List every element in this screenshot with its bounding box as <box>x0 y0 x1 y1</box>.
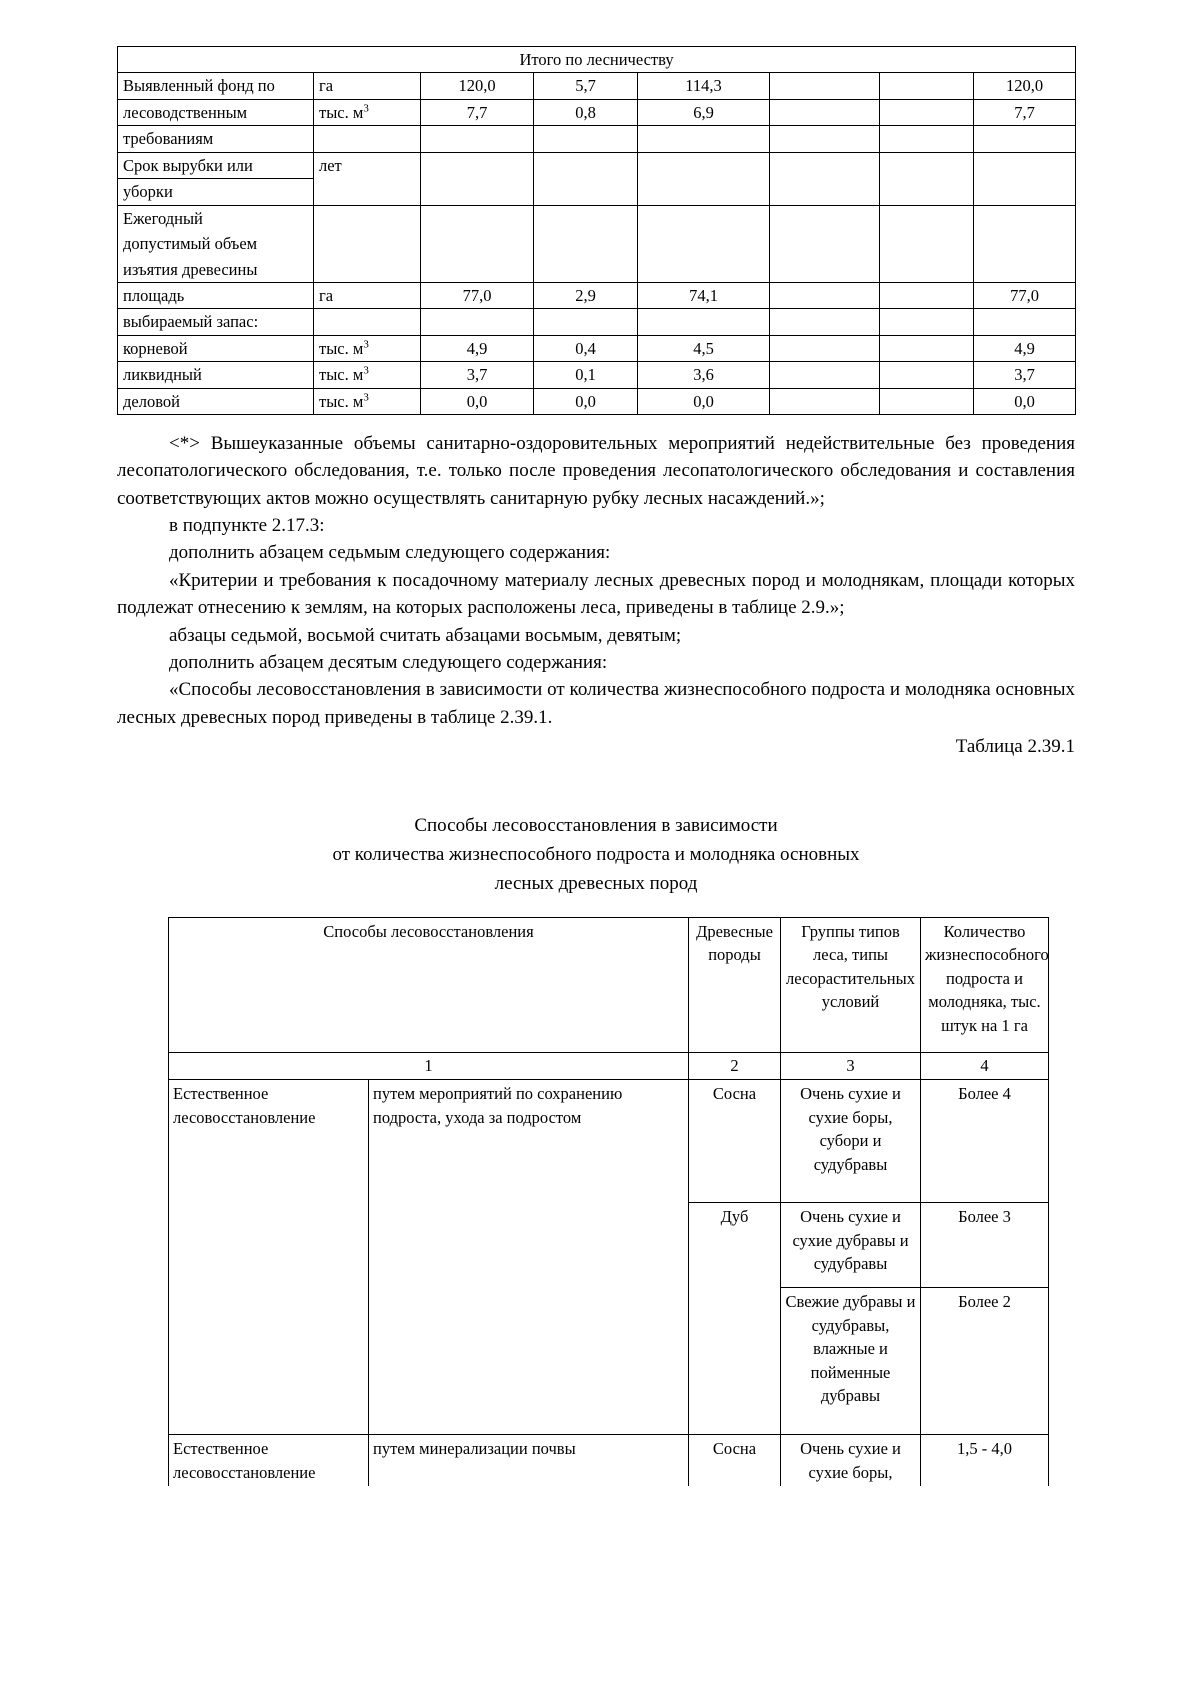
cell-value: 3,7 <box>421 362 534 388</box>
row-label: выбираемый запас: <box>118 309 314 335</box>
cell-value <box>770 179 880 205</box>
table-row <box>118 335 1076 361</box>
paragraph-renumber: абзацы седьмой, восьмой считать абзацами восьмым, девятым; <box>169 624 682 646</box>
unit-superscript: 3 <box>363 391 369 404</box>
row-label: корневой <box>118 335 314 361</box>
paragraph-add-seventh: дополнить абзацем седьмым следующего содержания: <box>169 542 611 564</box>
table-row <box>118 362 1076 388</box>
cell-value: 6,9 <box>638 99 770 125</box>
cell-value <box>770 388 880 414</box>
paragraph-criteria: «Критерии и требования к посадочному материалу лесных древесных пород и молоднякам, площади которых подлежат отнесению к землям, на которых расположены леса, приведены в таблице 2.9.»; <box>117 569 1075 619</box>
summary-table-title: Итого по лесничеству <box>118 47 1076 73</box>
unit-text: тыс. м <box>319 391 364 411</box>
cell-value: 0,0 <box>534 388 638 414</box>
unit-superscript: 3 <box>363 364 369 377</box>
cell-value <box>534 231 638 256</box>
cell-value: 7,7 <box>421 99 534 125</box>
caption-line-2: от количества жизнеспособного подроста и молодняка основных <box>332 843 860 865</box>
row-label: изъятия древесины <box>118 257 314 283</box>
table-row <box>118 126 1076 152</box>
cell-value: 0,0 <box>974 388 1076 414</box>
row-unit <box>314 309 421 335</box>
row-label: Выявленный фонд по <box>118 73 314 99</box>
table-row <box>118 282 1076 308</box>
reforestation-table-container <box>168 917 1048 1486</box>
colnum-4: 4 <box>921 1053 1049 1080</box>
header-amount: Количество жизнеспособного подроста и молодняка, тыс. штук на 1 га <box>921 918 1049 1053</box>
cell-method: Естественное лесовосстановление <box>169 1435 369 1486</box>
cell-value: 120,0 <box>974 73 1076 99</box>
cell-value <box>638 126 770 152</box>
cell-value <box>770 309 880 335</box>
cell-value <box>534 309 638 335</box>
cell-amount: Более 3 <box>921 1203 1049 1288</box>
row-unit <box>314 362 421 388</box>
header-methods: Способы лесовосстановления <box>169 918 689 1053</box>
cell-value <box>974 231 1076 256</box>
cell-value <box>770 231 880 256</box>
row-label: Ежегодный <box>118 205 314 231</box>
cell-value <box>880 282 974 308</box>
colnum-2: 2 <box>689 1053 781 1080</box>
cell-value: 77,0 <box>974 282 1076 308</box>
row-label: ликвидный <box>118 362 314 388</box>
paragraph-footnote: <*> Вышеуказанные объемы санитарно-оздоровительных мероприятий недействительные без проведения лесопатологического обследования, т.е. только после проведения лесопатологического обследования и составления соответствующих актов можно осуществлять санитарную рубку лесных насаждений.»; <box>117 433 1075 509</box>
cell-value <box>534 152 638 178</box>
cell-submethod: путем мероприятий по сохранению подроста, ухода за подростом <box>369 1080 689 1435</box>
cell-value <box>974 309 1076 335</box>
cell-value <box>421 231 534 256</box>
cell-value: 7,7 <box>974 99 1076 125</box>
row-label: требованиям <box>118 126 314 152</box>
cell-value <box>974 205 1076 231</box>
table-number-label: Таблица 2.39.1 <box>955 735 1075 757</box>
colnum-1: 1 <box>169 1053 689 1080</box>
cell-value <box>770 126 880 152</box>
cell-value <box>880 231 974 256</box>
row-unit: лет <box>314 152 421 178</box>
cell-species: Сосна <box>689 1435 781 1486</box>
unit-text: тыс. м <box>319 338 364 358</box>
cell-value: 0,4 <box>534 335 638 361</box>
row-unit <box>314 257 421 283</box>
cell-value <box>421 309 534 335</box>
cell-value <box>880 152 974 178</box>
cell-value <box>974 152 1076 178</box>
cell-value <box>421 179 534 205</box>
cell-value: 3,6 <box>638 362 770 388</box>
row-unit <box>314 179 421 205</box>
cell-value: 4,5 <box>638 335 770 361</box>
row-label: уборки <box>118 179 314 205</box>
row-unit <box>314 205 421 231</box>
cell-value <box>880 126 974 152</box>
table-row <box>118 73 1076 99</box>
row-unit <box>314 126 421 152</box>
row-label: деловой <box>118 388 314 414</box>
row-unit <box>314 231 421 256</box>
unit-superscript: 3 <box>363 102 369 115</box>
cell-submethod: путем минерализации почвы <box>369 1435 689 1486</box>
cell-value <box>770 152 880 178</box>
cell-value <box>880 99 974 125</box>
cell-amount: 1,5 - 4,0 <box>921 1435 1049 1486</box>
cell-value <box>534 205 638 231</box>
table-row <box>169 1080 1049 1203</box>
cell-value <box>974 257 1076 283</box>
cell-value: 0,0 <box>421 388 534 414</box>
cell-value <box>770 73 880 99</box>
table-row <box>118 179 1076 205</box>
cell-value <box>974 126 1076 152</box>
row-label: лесоводственным <box>118 99 314 125</box>
cell-value <box>421 205 534 231</box>
cell-value <box>534 126 638 152</box>
cell-value <box>770 362 880 388</box>
unit-text: тыс. м <box>319 365 364 385</box>
cell-value: 77,0 <box>421 282 534 308</box>
summary-table-container <box>117 46 1075 415</box>
paragraph-add-tenth: дополнить абзацем десятым следующего содержания: <box>169 651 608 673</box>
cell-forest-type: Свежие дубравы и судубравы, влажные и пойменные дубравы <box>781 1288 921 1435</box>
cell-value <box>770 257 880 283</box>
cell-value <box>880 335 974 361</box>
row-label: допустимый объем <box>118 231 314 256</box>
cell-method: Естественное лесовосстановление <box>169 1080 369 1435</box>
cell-value: 5,7 <box>534 73 638 99</box>
paragraph-methods: «Способы лесовосстановления в зависимости от количества жизнеспособного подроста и молодняка основных лесных древесных пород приведены в таблице 2.39.1. <box>117 679 1075 728</box>
cell-value: 114,3 <box>638 73 770 99</box>
colnum-3: 3 <box>781 1053 921 1080</box>
cell-value <box>534 257 638 283</box>
body-text-block <box>117 430 1075 760</box>
cell-value <box>638 309 770 335</box>
table-header-row <box>169 918 1049 1053</box>
cell-value: 0,0 <box>638 388 770 414</box>
row-unit <box>314 99 421 125</box>
paragraph-subclause: в подпункте 2.17.3: <box>169 515 325 537</box>
table-row <box>118 231 1076 256</box>
table-row <box>118 257 1076 283</box>
cell-value <box>770 282 880 308</box>
cell-value <box>638 179 770 205</box>
cell-value <box>638 205 770 231</box>
cell-value: 74,1 <box>638 282 770 308</box>
cell-value: 0,8 <box>534 99 638 125</box>
cell-value: 3,7 <box>974 362 1076 388</box>
unit-text: тыс. м <box>319 102 364 122</box>
table-row <box>118 205 1076 231</box>
cell-value: 2,9 <box>534 282 638 308</box>
column-number-row <box>169 1053 1049 1080</box>
table-row <box>169 1435 1049 1486</box>
summary-table <box>117 46 1076 415</box>
cell-value <box>770 335 880 361</box>
cell-value <box>880 257 974 283</box>
cell-value <box>880 205 974 231</box>
row-unit <box>314 388 421 414</box>
cell-forest-type: Очень сухие и сухие дубравы и судубравы <box>781 1203 921 1288</box>
cell-forest-type: Очень сухие и сухие боры, <box>781 1435 921 1486</box>
header-species: Древесные породы <box>689 918 781 1053</box>
row-unit: га <box>314 73 421 99</box>
table-row <box>118 99 1076 125</box>
header-forest-types: Группы типов леса, типы лесорастительных условий <box>781 918 921 1053</box>
cell-value: 4,9 <box>421 335 534 361</box>
cell-value <box>770 205 880 231</box>
table-row <box>118 388 1076 414</box>
cell-value: 4,9 <box>974 335 1076 361</box>
cell-value <box>770 99 880 125</box>
cell-value <box>534 179 638 205</box>
caption-line-3: лесных древесных пород <box>494 872 698 894</box>
row-unit <box>314 335 421 361</box>
cell-value <box>880 179 974 205</box>
cell-value <box>638 152 770 178</box>
reforestation-table <box>168 917 1049 1486</box>
summary-table-title-row <box>118 47 1076 73</box>
cell-value <box>880 309 974 335</box>
cell-amount: Более 4 <box>921 1080 1049 1203</box>
cell-value: 120,0 <box>421 73 534 99</box>
cell-species: Сосна <box>689 1080 781 1203</box>
unit-superscript: 3 <box>363 338 369 351</box>
caption-line-1: Способы лесовосстановления в зависимости <box>414 815 778 836</box>
cell-value <box>421 152 534 178</box>
cell-value <box>638 231 770 256</box>
cell-amount: Более 2 <box>921 1288 1049 1435</box>
row-unit: га <box>314 282 421 308</box>
row-label: Срок вырубки или <box>118 152 314 178</box>
row-label: площадь <box>118 282 314 308</box>
cell-value <box>880 73 974 99</box>
cell-value: 0,1 <box>534 362 638 388</box>
cell-value <box>880 388 974 414</box>
cell-value <box>638 257 770 283</box>
table2-caption <box>117 812 1075 899</box>
table-row <box>118 309 1076 335</box>
cell-value <box>974 179 1076 205</box>
cell-forest-type: Очень сухие и сухие боры, субори и судубравы <box>781 1080 921 1203</box>
cell-value <box>880 362 974 388</box>
cell-species: Дуб <box>689 1203 781 1435</box>
cell-value <box>421 257 534 283</box>
cell-value <box>421 126 534 152</box>
table-row <box>118 152 1076 178</box>
